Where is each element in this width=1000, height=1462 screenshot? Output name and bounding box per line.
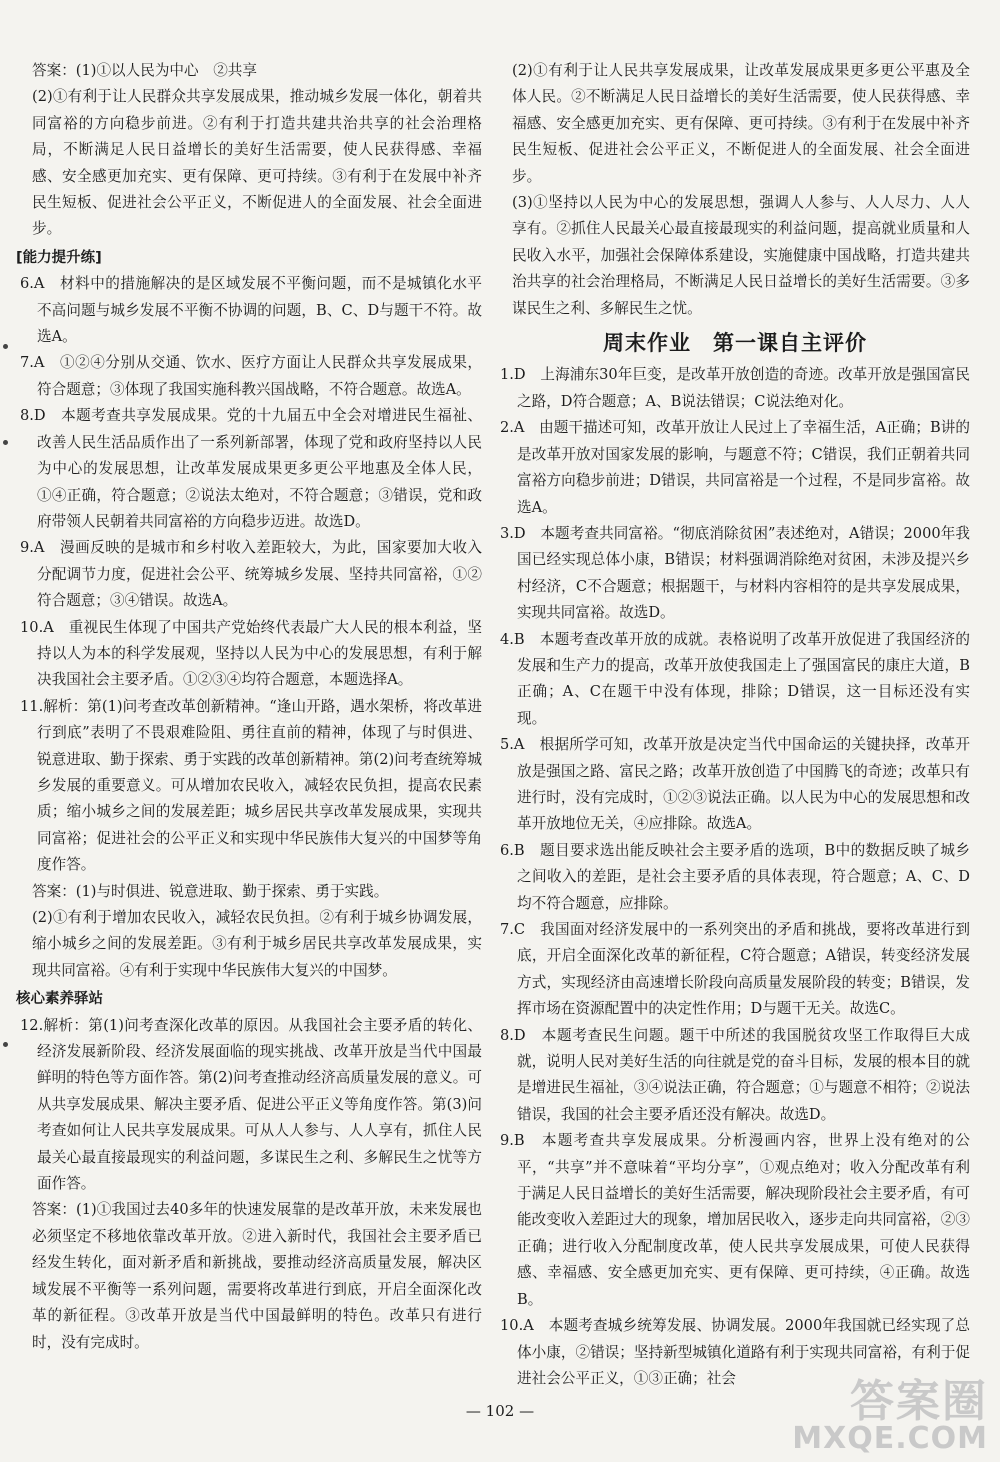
weekend-question-10: 10.A 本题考查城乡统筹发展、协调发展。2000年我国就已经实现了总体小康，②错误；坚持新型城镇化道路有利于实现共同富裕，有利于促进社会公平正义，①③正确；社会 xyxy=(500,1317,970,1387)
margin-dot xyxy=(3,440,8,445)
answer-line: 答案：(1)①以人民为中心 ②共享 xyxy=(32,62,257,79)
answer-paragraph: (2)①有利于让人民群众共享发展成果，推动城乡发展一体化，朝着共同富裕的方向稳步前进。②有利于打造共建共治共享的社会治理格局，不断满足人民日益增长的美好生活需要，使人民获得感、幸福感、安全感更加充实、更有保障、更可持续。③有利于在发展中补齐民生短板、促进社会公平正义，不断促进人的全面发展、社会全面进步。 xyxy=(32,88,482,238)
weekend-question-3: 3.D 本题考查共同富裕。“彻底消除贫困”表述绝对，A错误；2000年我国已经实现总体小康，B错误；材料强调消除绝对贫困，未涉及提兴乡村经济，C不合题意；根据题干，与材料内容相符的是共享发展成果，实现共同富裕。故选D。 xyxy=(500,524,970,622)
weekend-question-6: 6.B 题目要求选出能反映社会主要矛盾的选项，B中的数据反映了城乡之间收入的差距，是社会主要矛盾的具体表现，符合题意；A、C、D均不符合题意，应排除。 xyxy=(500,841,970,912)
weekend-question-5: 5.A 根据所学可知，改革开放是决定当代中国命运的关键抉择，改革开放是强国之路、富民之路；改革开放创造了中国腾飞的奇迹；改革只有进行时，没有完成时，①②③说法正确。以人民为中心的发展思想和改革开放地位无关，④应排除。故选A。 xyxy=(500,736,970,833)
answer-paragraph-3: (3)①坚持以人民为中心的发展思想，强调人人参与、人人尽力、人人享有。②抓住人民最关心最直接最现实的利益问题，提高就业质量和人民收入水平，加强社会保障体系建设，实施健康中国战略，打造共建共治共享的社会治理格局，不断满足人民日益增长的美好生活需要。③多谋民生之利、多解民生之忧。 xyxy=(512,194,970,317)
margin-dot xyxy=(3,1042,8,1047)
margin-dot xyxy=(3,344,8,349)
question-11-answer-2: (2)①有利于增加农民收入，减轻农民负担。②有利于城乡协调发展，缩小城乡之间的发展差距。③有利于城乡居民共享改革发展成果，实现共同富裕。④有利于实现中华民族伟大复兴的中国梦。 xyxy=(32,909,482,979)
answer-paragraph-2: (2)①有利于让人民共享发展成果，让改革发展成果更多更公平惠及全体人民。②不断满足人民日益增长的美好生活需要，使人民获得感、幸福感、安全感更加充实、更有保障、更可持续。③有利于在发展中补齐民生短板、促进社会公平正义，不断促进人的全面发展、社会全面进步。 xyxy=(512,62,970,185)
weekend-question-9: 9.B 本题考查共享发展成果。分析漫画内容，世界上没有绝对的公平，“共享”并不意味着“平均分享”，①观点绝对；收入分配改革有利于满足人民日益增长的美好生活需要，解决现阶段社会主要矛盾，有可能改变收入差距过大的现象，增加居民收入，逐步走向共同富裕，②③正确；进行收入分配制度改革，使人民共享发展成果，可使人民获得感、幸福感、安全感更加充实、更有保障、更可持续，④正确。故选B。 xyxy=(500,1132,970,1308)
weekend-question-8: 8.D 本题考查民生问题。题干中所述的我国脱贫攻坚工作取得巨大成就，说明人民对美好生活的向往就是党的奋斗目标，发展的根本目的就是增进民生福祉，③④说法正确，符合题意；①与题意不相符；②说法错误，我国的社会主要矛盾还没有解决。故选D。 xyxy=(500,1026,970,1123)
question-7: 7.A ①②④分别从交通、饮水、医疗方面让人民群众共享发展成果，符合题意；③体现了我国实施科教兴国战略，不符合题意。故选A。 xyxy=(20,354,482,398)
question-11: 11.解析：第(1)问考查改革创新精神。“逢山开路，遇水架桥，将改革进行到底”表明了不畏艰难险阻、勇往直前的精神，体现了与时俱进、锐意进取、勤于探索、勇于实践的改革创新精神。第(2)问考查统筹城乡发展的重要意义。可从增加农民收入，减轻农民负担，提高农民素质；缩小城乡之间的发展差距；城乡居民共享改革发展成果，实现共同富裕；促进社会的公平正义和实现中华民族伟大复兴的中国梦等角度作答。 xyxy=(20,697,482,874)
question-12-answer: 答案：(1)①我国过去40多年的快速发展靠的是改革开放，未来发展也必须坚定不移地依靠改革开放。②进入新时代，我国社会主要矛盾已经发生转化，面对新矛盾和新挑战，要推动经济高质量发展，解决区域发展不平衡等一系列问题，需要将改革进行到底，开启全面深化改革的新征程。③改革开放是当代中国最鲜明的特色。改革只有进行时，没有完成时。 xyxy=(32,1201,482,1351)
question-12: 12.解析：第(1)问考查深化改革的原因。从我国社会主要矛盾的转化、经济发展新阶段、经济发展面临的现实挑战、改革开放是当代中国最鲜明的特色等方面作答。第(2)问考查推动经济高质量发展的意义。可从共享发展成果、解决主要矛盾、促进公平正义等角度作答。第(3)问考查如何让人民共享发展成果。可从人人参与、人人享有，抓住人民最关心最直接最现实的利益问题，多谋民生之利、多解民生之忧等方面作答。 xyxy=(20,1016,482,1193)
question-6: 6.A 材料中的措施解决的是区域发展不平衡问题，而不是城镇化水平不高问题与城乡发展不平衡不协调的问题，B、C、D与题干不符。故选A。 xyxy=(20,275,482,346)
question-11-answer-1: 答案：(1)与时俱进、锐意进取、勤于探索、勇于实践。 xyxy=(32,882,389,900)
section-heading-core: 核心素养驿站 xyxy=(16,991,103,1008)
watermark-text: 答案圈 xyxy=(850,1376,988,1427)
page-number: — 102 — xyxy=(465,1402,535,1420)
weekend-question-4: 4.B 本题考查改革开放的成就。表格说明了改革开放促进了我国经济的发展和生产力的提高，改革开放使我国走上了强国富民的康庄大道，B正确；A、C在题干中没有体现，排除；D错误，这一目标还没有实现。 xyxy=(500,630,970,727)
section-title: 周末作业 第一课自主评价 xyxy=(603,331,867,356)
question-10: 10.A 重视民生体现了中国共产党始终代表最广大人民的根本利益，坚持以人为本的科学发展观，坚持以人民为中心的发展思想，有利于解决我国社会主要矛盾。①②③④均符合题意，本题选择A。 xyxy=(20,618,482,689)
question-9: 9.A 漫画反映的是城市和乡村收入差距较大，为此，国家要加大收入分配调节力度，促进社会公平、统筹城乡发展、坚持共同富裕，①②符合题意；③④错误。故选A。 xyxy=(20,539,482,610)
right-column xyxy=(500,58,970,1392)
question-8: 8.D 本题考查共享发展成果。党的十九届五中全会对增进民生福祉、改善人民生活品质作出了一系列新部署，体现了党和政府坚持以人民为中心的发展思想，让改革发展成果更多更公平地惠及全体人民，①④正确，符合题意；②说法太绝对，不符合题意；③错误，党和政府带领人民朝着共同富裕的方向稳步迈进。故选D。 xyxy=(20,407,482,530)
watermark-url: MXQE.COM xyxy=(792,1421,988,1456)
weekend-question-1: 1.D 上海浦东30年巨变，是改革开放创造的奇迹。改革开放是强国富民之路，D符合题意；A、B说法错误；C说法绝对化。 xyxy=(500,366,970,410)
weekend-question-2: 2.A 由题干描述可知，改革开放让人民过上了幸福生活，A正确；B讲的是改革开放对国家发展的影响，与题意不符；C错误，我们正朝着共同富裕方向稳步前进；D错误，共同富裕是一个过程，不是同步富裕。故选A。 xyxy=(500,419,970,516)
left-column xyxy=(16,58,482,1356)
watermark-logo xyxy=(792,1376,988,1456)
section-heading-ability: [能力提升练] xyxy=(16,249,102,266)
weekend-question-7: 7.C 我国面对经济发展中的一系列突出的矛盾和挑战，要将改革进行到底，开启全面深化改革的新征程，C符合题意；A错误，转变经济发展方式，实现经济由高速增长阶段向高质量发展阶段的转变；B错误，发挥市场在资源配置中的决定性作用；D与题干无关。故选C。 xyxy=(500,921,970,1018)
